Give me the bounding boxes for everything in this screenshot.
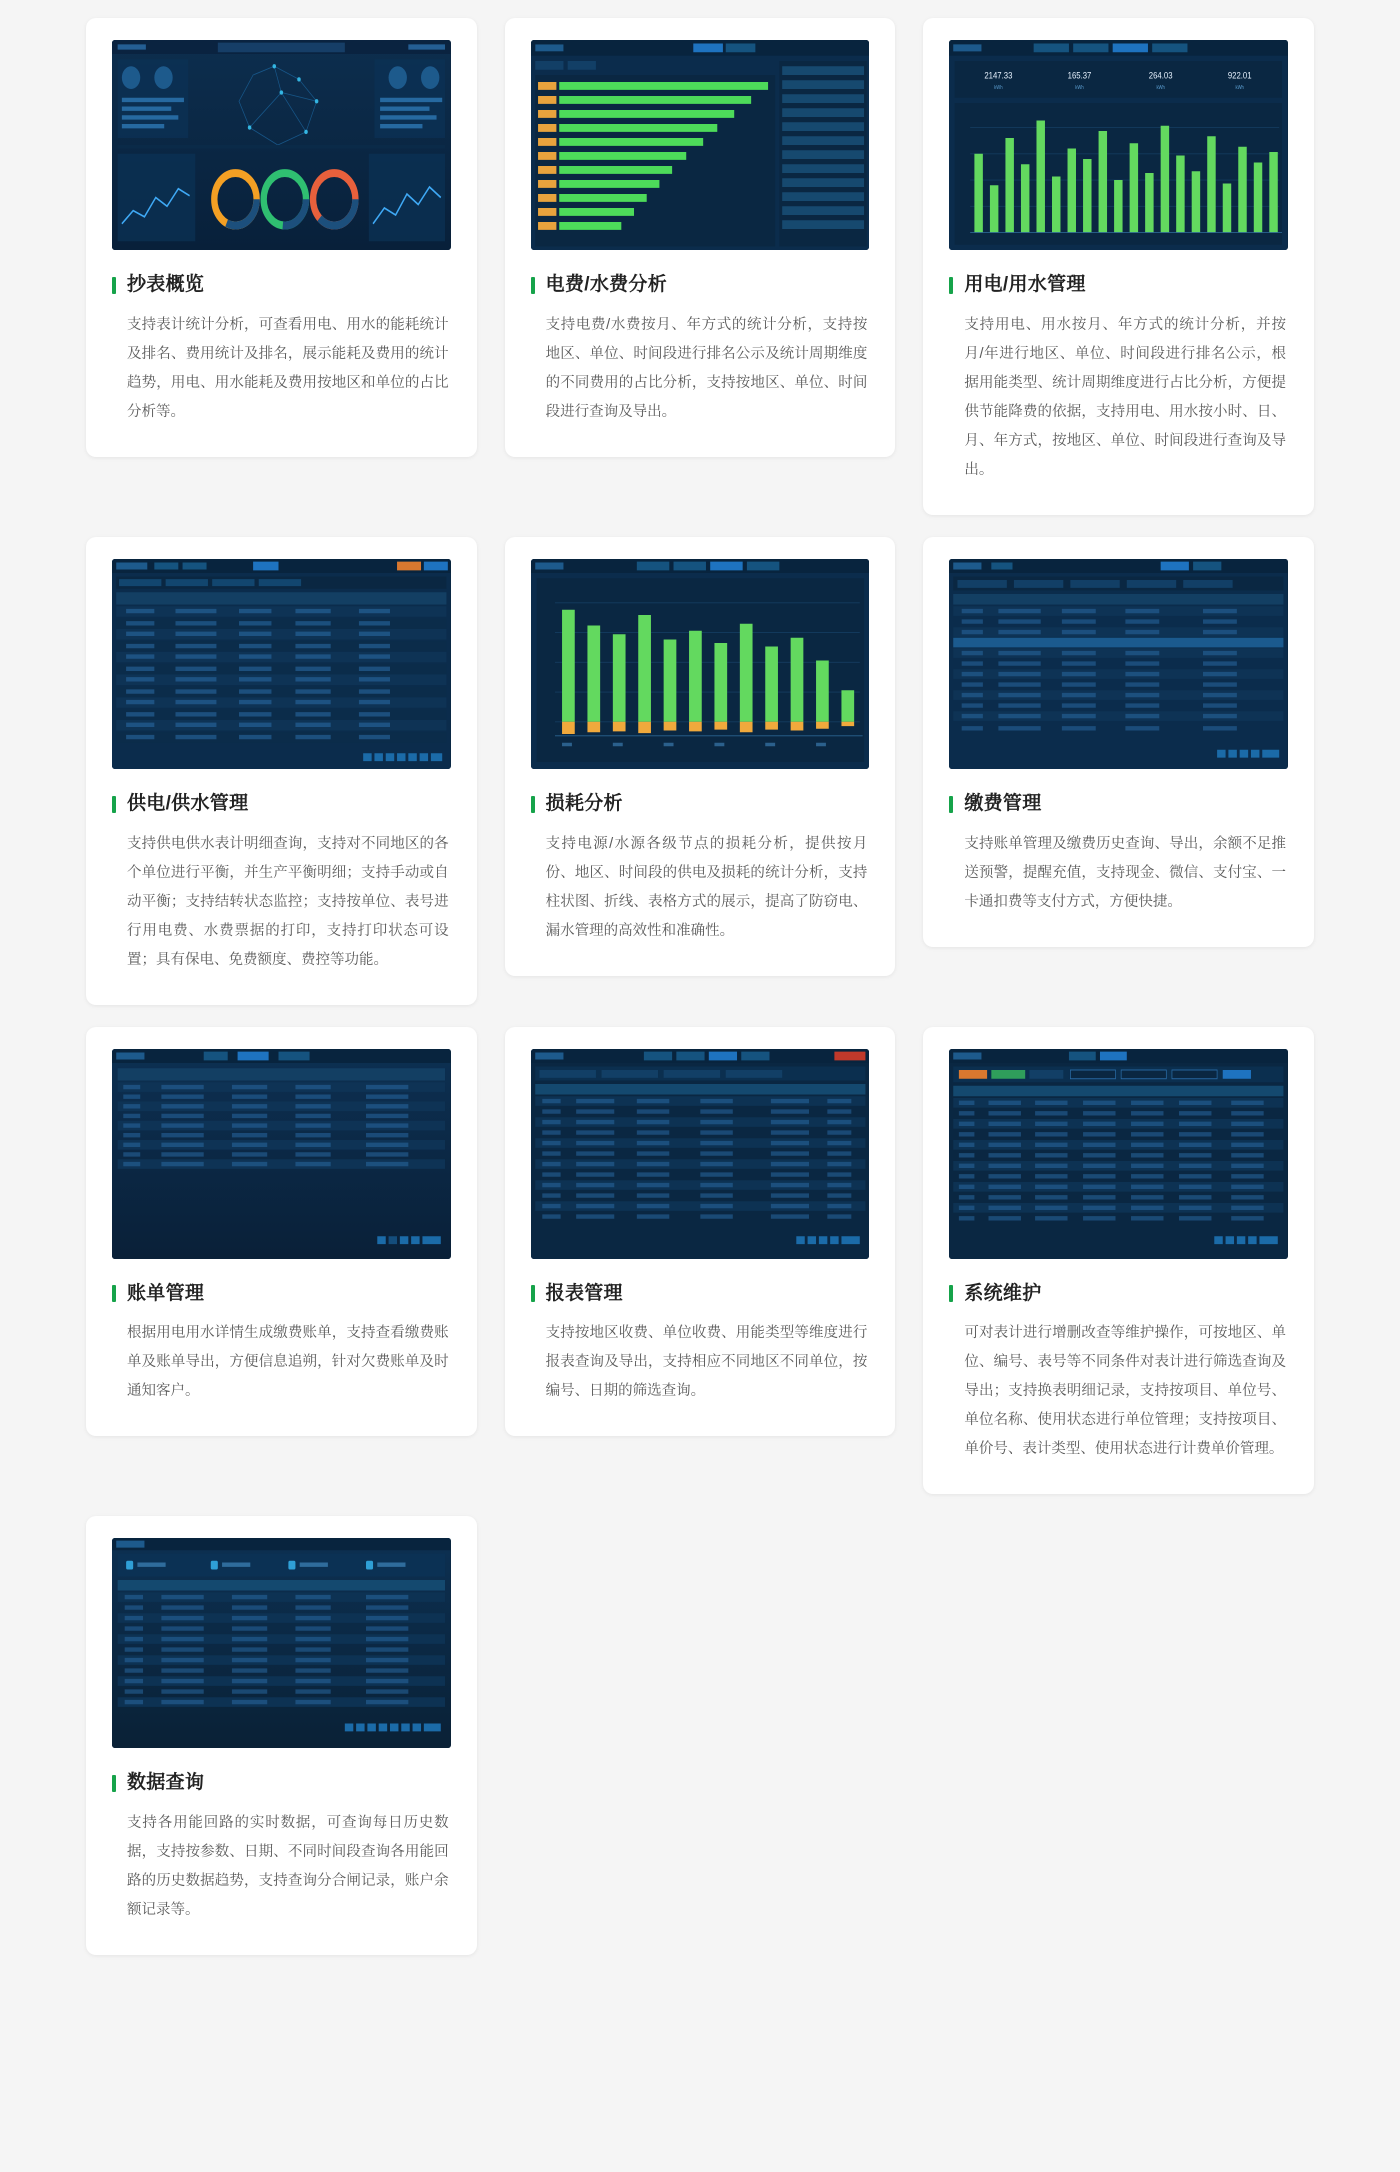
card-title-row xyxy=(112,793,451,816)
svg-text:kWh: kWh xyxy=(1156,85,1166,92)
feature-card xyxy=(505,1027,896,1437)
feature-card xyxy=(86,1027,477,1437)
system-maintenance-screenshot xyxy=(949,1049,1288,1259)
loss-analysis-screenshot xyxy=(531,559,870,769)
card-title: 缴费管理 xyxy=(964,792,1042,814)
accent-bar xyxy=(112,1285,116,1302)
energy-management-screenshot xyxy=(949,40,1288,250)
card-title: 电费/水费分析 xyxy=(545,274,668,295)
card-description: 支持用电、用水按月、年方式的统计分析，并按月/年进行地区、单位、时间段进行排名公示，根据用能类型、统计周期维度进行占比分析，方便提供节能降费的依据，支持用电、用水按小时、日、月、年方式，按地区、单位、时间段进行查询及导出。 xyxy=(964,316,1286,478)
feature-card xyxy=(923,1027,1314,1495)
payment-management-screenshot xyxy=(949,559,1288,769)
accent-bar xyxy=(112,796,116,813)
feature-card xyxy=(505,18,896,457)
feature-card xyxy=(505,537,896,976)
accent-bar xyxy=(112,277,116,294)
card-description: 支持各用能回路的实时数据，可查询每日历史数据，支持按参数、日期、不同时间段查询各用能回路的历史数据趋势，支持查询分合闸记录，账户余额记录等。 xyxy=(127,1815,449,1919)
accent-bar xyxy=(949,1285,953,1302)
card-title-row xyxy=(949,1283,1288,1306)
card-title-row xyxy=(531,793,870,816)
svg-text:922.01: 922.01 xyxy=(1228,69,1252,81)
accent-bar xyxy=(949,796,953,813)
card-description: 支持电费/水费按月、年方式的统计分析，支持按地区、单位、时间段进行排名公示及统计周期维度的不同费用的占比分析，支持按地区、单位、时间段进行查询及导出。 xyxy=(545,316,868,420)
card-title-row xyxy=(112,1772,451,1795)
card-description: 根据用电用水详情生成缴费账单，支持查看缴费账单及账单导出，方便信息追朔，针对欠费账单及时通知客户。 xyxy=(127,1325,449,1400)
card-description: 支持电源/水源各级节点的损耗分析，提供按月份、地区、时间段的供电及损耗的统计分析，支持柱状图、折线、表格方式的展示，提高了防窃电、漏水管理的高效性和准确性。 xyxy=(545,835,868,939)
card-title-row xyxy=(949,793,1288,816)
card-title: 数据查询 xyxy=(127,1772,205,1794)
card-description: 支持按地区收费、单位收费、用能类型等维度进行报表查询及导出，支持相应不同地区不同单位，按编号、日期的筛选查询。 xyxy=(545,1325,868,1400)
svg-text:165.37: 165.37 xyxy=(1067,69,1092,81)
card-title: 损耗分析 xyxy=(545,792,623,814)
accent-bar xyxy=(531,277,535,294)
report-management-screenshot xyxy=(531,1049,870,1259)
card-title: 账单管理 xyxy=(127,1282,205,1304)
dashboard-overview-screenshot xyxy=(112,40,451,250)
card-description: 可对表计进行增删改查等维护操作，可按地区、单位、编号、表号等不同条件对表计进行筛选查询及导出；支持换表明细记录，支持按项目、单位号、单位名称、使用状态进行单位管理；支持按项目、单价号、表计类型、使用状态进行计费单价管理。 xyxy=(964,1325,1286,1458)
svg-text:2147.33: 2147.33 xyxy=(984,69,1013,81)
feature-card xyxy=(923,18,1314,515)
supply-management-screenshot xyxy=(112,559,451,769)
feature-card xyxy=(86,1516,477,1955)
accent-bar xyxy=(112,1775,116,1792)
card-title-row xyxy=(112,274,451,297)
card-description: 支持表计统计分析，可查看用电、用水的能耗统计及排名、费用统计及排名，展示能耗及费用的统计趋势，用电、用水能耗及费用按地区和单位的占比分析等。 xyxy=(127,316,449,420)
card-description: 支持账单管理及缴费历史查询、导出，余额不足推送预警，提醒充值，支持现金、微信、支付宝、一卡通扣费等支付方式，方便快捷。 xyxy=(964,835,1286,910)
data-query-screenshot xyxy=(112,1538,451,1748)
card-title-row xyxy=(949,274,1288,297)
svg-text:kWh: kWh xyxy=(994,85,1003,92)
card-title-row xyxy=(112,1283,451,1306)
svg-text:kWh: kWh xyxy=(1235,85,1245,92)
accent-bar xyxy=(949,277,953,294)
card-description: 支持供电供水表计明细查询，支持对不同地区的各个单位进行平衡，并生产平衡明细；支持手动或自动平衡；支持结转状态监控；支持按单位、表号进行用电费、水费票据的打印，支持打印状态可设置；具有保电、免费额度、费控等功能。 xyxy=(127,835,449,968)
card-title: 用电/用水管理 xyxy=(964,274,1086,295)
accent-bar xyxy=(531,1285,535,1302)
feature-card-grid xyxy=(86,18,1314,1955)
card-title: 系统维护 xyxy=(964,1282,1042,1304)
card-title: 供电/供水管理 xyxy=(127,792,249,814)
feature-card xyxy=(86,537,477,1005)
svg-text:264.03: 264.03 xyxy=(1149,69,1173,81)
accent-bar xyxy=(531,796,535,813)
card-title: 抄表概览 xyxy=(127,274,205,295)
svg-text:kWh: kWh xyxy=(1075,85,1085,92)
feature-card xyxy=(923,537,1314,947)
card-title-row xyxy=(531,274,870,297)
bill-management-screenshot xyxy=(112,1049,451,1259)
feature-card xyxy=(86,18,477,457)
card-title-row xyxy=(531,1283,870,1306)
card-title: 报表管理 xyxy=(545,1282,623,1304)
fee-analysis-screenshot xyxy=(531,40,870,250)
